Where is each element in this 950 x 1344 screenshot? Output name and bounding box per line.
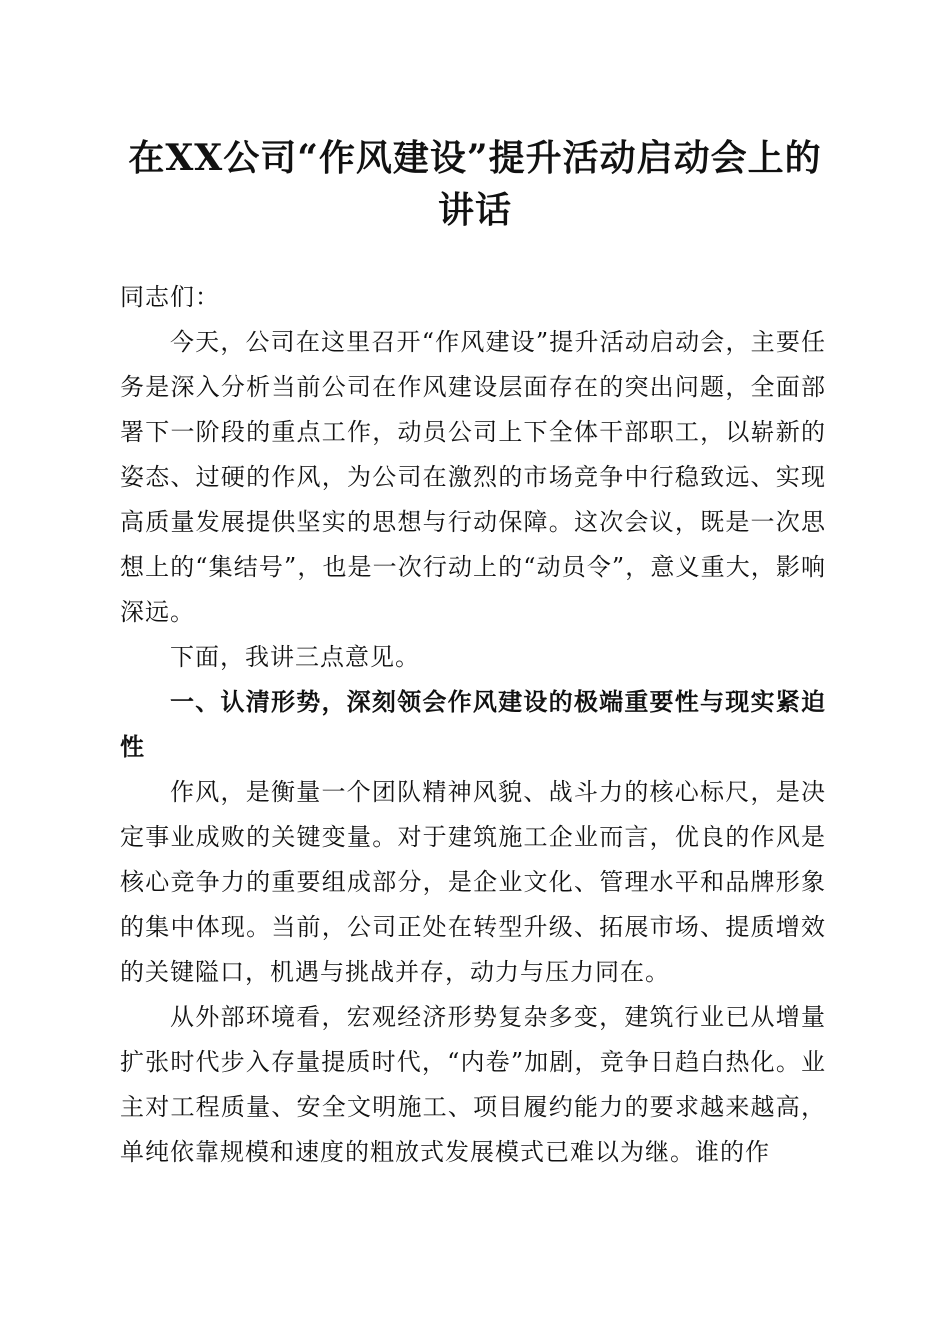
section-heading: 一、认清形势，深刻领会作风建设的极端重要性与现实紧迫性	[120, 688, 826, 761]
paragraph-intro: 今天，公司在这里召开“作风建设”提升活动启动会，主要任务是深入分析当前公司在作风建设层面存在的突出问题，全面部署下一阶段的重点工作，动员公司上下全体干部职工，以崭新的姿态、过硬的作风，为公司在激烈的市场竞争中行稳致远、实现高质量发展提供坚实的思想与行动保障。这次会议，既是一次思想上的“集结号”，也是一次行动上的“动员令”，意义重大，影响深远。	[120, 328, 826, 626]
paragraph-section-2: 从外部环境看，宏观经济形势复杂多变，建筑行业已从增量扩张时代步入存量提质时代，“内卷”加剧，竞争日趋白热化。业主对工程质量、安全文明施工、项目履约能力的要求越来越高，单纯依靠规模和速度的粗放式发展模式已难以为继。谁的作	[120, 1003, 826, 1166]
salutation: 同志们：	[120, 283, 220, 311]
paragraph-outline: 下面，我讲三点意见。	[170, 643, 420, 671]
document-title: 在XX公司“作风建设”提升活动启动会上的讲话	[128, 137, 822, 231]
document-body	[120, 275, 826, 1175]
paragraph-section-1: 作风，是衡量一个团队精神风貌、战斗力的核心标尺，是决定事业成败的关键变量。对于建筑施工企业而言，优良的作风是核心竞争力的重要组成部分，是企业文化、管理水平和品牌形象的集中体现。当前，公司正处在转型升级、拓展市场、提质增效的关键隘口，机遇与挑战并存，动力与压力同在。	[120, 778, 826, 986]
